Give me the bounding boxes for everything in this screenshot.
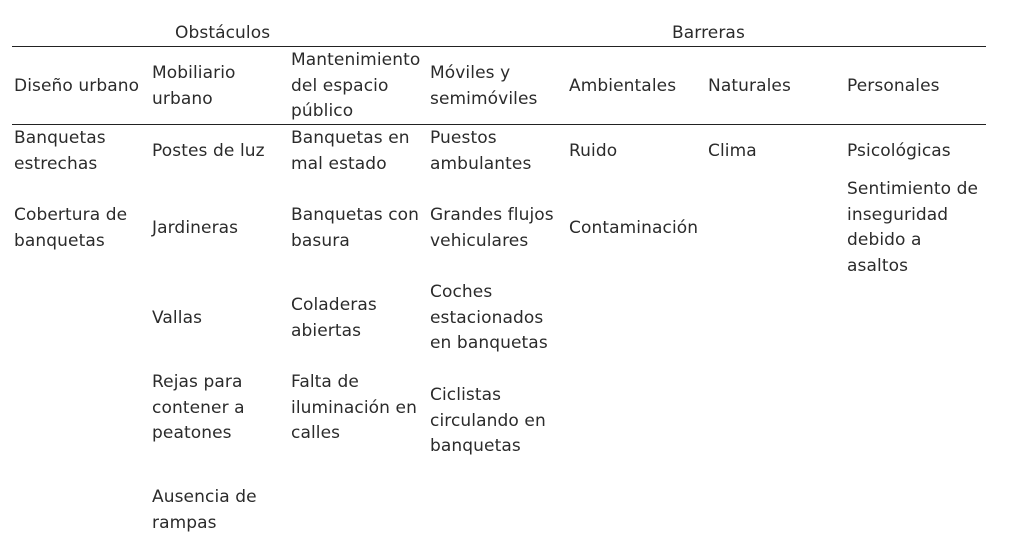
- cell-ciclistas-circulando-en-banquetas: [430, 383, 546, 460]
- cell-line: en banquetas: [430, 333, 548, 353]
- cell-line: Grandes flujos: [430, 205, 554, 225]
- cell-ruido: [569, 139, 617, 165]
- cell-line: debido a: [847, 230, 922, 250]
- header-ambientales: Ambientales: [569, 76, 677, 96]
- header-line: Mantenimiento: [291, 50, 421, 70]
- cell-postes-de-luz: [152, 139, 265, 165]
- group-title-obstaculos: Obstáculos: [175, 23, 271, 43]
- cell-line: Sentimiento de: [847, 179, 979, 199]
- cell-line: inseguridad: [847, 204, 949, 225]
- header-personales: Personales: [847, 76, 940, 96]
- cell-line: Coladeras: [291, 295, 377, 315]
- cell-line: Ruido: [569, 141, 618, 161]
- cell-falta-de-iluminacion-en-calles: [291, 370, 417, 447]
- cell-line: Vallas: [152, 308, 203, 328]
- header-line: Mobiliario: [152, 63, 236, 83]
- header-diseno-urbano: Diseño urbano: [14, 76, 140, 96]
- group-title-barreras: Barreras: [672, 23, 745, 43]
- cell-line: iluminación en: [291, 397, 417, 418]
- cell-line: calles: [291, 423, 341, 443]
- cell-line: banquetas: [14, 230, 105, 251]
- cell-line: Clima: [708, 141, 757, 161]
- cell-line: rampas: [152, 512, 217, 533]
- cell-puestos-ambulantes: [430, 126, 531, 177]
- cell-line: Falta de: [291, 372, 359, 392]
- header-line: urbano: [152, 88, 213, 109]
- cell-line: Banquetas en: [291, 128, 410, 148]
- cell-line: Ausencia de: [152, 487, 257, 507]
- cell-line: Jardineras: [152, 218, 239, 238]
- cell-jardineras: [152, 216, 238, 242]
- cell-line: Psicológicas: [847, 141, 951, 161]
- cell-ausencia-de-rampas: [152, 485, 257, 536]
- cell-line: Banquetas con: [291, 205, 420, 225]
- cell-line: Coches: [430, 282, 493, 302]
- cell-psicologicas: [847, 139, 951, 165]
- cell-line: Rejas para: [152, 372, 243, 392]
- cell-rejas-para-contener-a-peatones: [152, 370, 245, 447]
- header-naturales: Naturales: [708, 76, 791, 96]
- cell-cobertura-de-banquetas: [14, 203, 127, 254]
- top-rule: [12, 46, 986, 47]
- header-line: público: [291, 101, 354, 121]
- header-mobiliario-urbano: [152, 61, 236, 112]
- cell-line: contener a: [152, 397, 245, 418]
- cell-line: Banquetas: [14, 128, 106, 148]
- cell-line: estrechas: [14, 153, 98, 174]
- header-rule: [12, 124, 986, 125]
- cell-line: abiertas: [291, 320, 362, 341]
- cell-banquetas-con-basura: [291, 203, 419, 254]
- cell-line: mal estado: [291, 153, 387, 174]
- cell-line: Cobertura de: [14, 205, 128, 225]
- header-line: semimóviles: [430, 88, 538, 109]
- cell-line: Postes de luz: [152, 141, 265, 161]
- cell-vallas: [152, 306, 202, 332]
- cell-line: Contaminación: [569, 218, 699, 238]
- cell-line: ambulantes: [430, 153, 532, 174]
- header-mantenimiento: [291, 48, 420, 125]
- cell-line: Puestos: [430, 128, 497, 148]
- cell-line: circulando en: [430, 410, 546, 431]
- cell-line: peatones: [152, 423, 232, 443]
- cell-grandes-flujos-vehiculares: [430, 203, 554, 254]
- cell-coladeras-abiertas: [291, 293, 377, 344]
- cell-clima: [708, 139, 757, 165]
- cell-coches-estacionados-en-banquetas: [430, 280, 548, 357]
- header-line: Móviles y: [430, 63, 511, 83]
- cell-sentimiento-de-inseguridad: [847, 177, 978, 279]
- cell-line: banquetas: [430, 436, 521, 456]
- header-line: del espacio: [291, 75, 389, 96]
- cell-line: Ciclistas: [430, 385, 502, 405]
- cell-line: asaltos: [847, 255, 909, 276]
- cell-line: vehiculares: [430, 230, 529, 251]
- cell-contaminacion: [569, 216, 698, 242]
- cell-line: basura: [291, 230, 350, 251]
- cell-banquetas-en-mal-estado: [291, 126, 410, 177]
- cell-banquetas-estrechas: [14, 126, 106, 177]
- cell-line: estacionados: [430, 307, 544, 328]
- header-moviles: [430, 61, 537, 112]
